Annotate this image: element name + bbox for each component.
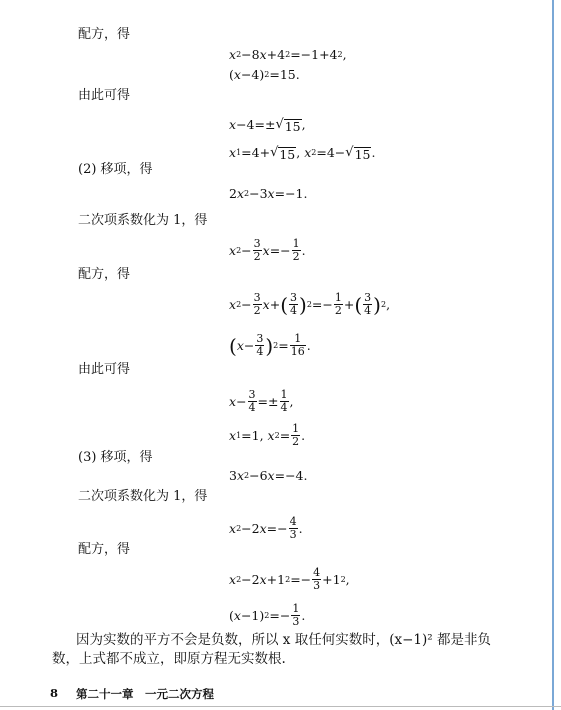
equation-2b: x 2 − $\frac{3}{2}$ x =− $\frac{1}{2}$ . — [229, 237, 306, 263]
equation-2a: 2 x 2 −3 x =−1. — [229, 186, 308, 201]
page-edge-rule — [552, 0, 554, 710]
step-label-complete-square-2: 配方，得 — [78, 267, 131, 282]
footer-rule — [0, 706, 561, 707]
page-number: 8 — [50, 686, 59, 700]
equation-2f: x 1 =1, x 2 = $\frac{1}{2}$ . — [229, 422, 306, 448]
chapter-title: 第二十一章 一元二次方程 — [76, 687, 215, 701]
step-label-coefficient-3: 二次项系数化为 1，得 — [78, 489, 208, 504]
equation-2e: x − $\frac{3}{4}$ =± $\frac{1}{4}$ , — [229, 388, 294, 414]
equation-1d: x 1 =4+ √ 15 , x 2 =4− √ 15 . — [229, 145, 376, 162]
step-label-therefore-1: 由此可得 — [78, 88, 131, 103]
step-label-therefore-2: 由此可得 — [78, 362, 131, 377]
step-label-complete-square-3: 配方，得 — [78, 542, 131, 557]
step-label-complete-square-1: 配方，得 — [78, 27, 131, 42]
equation-1b: ( x −4) 2 =15. — [229, 67, 300, 82]
conclusion-line-2: 数，上式都不成立，即原方程无实数根. — [52, 651, 286, 667]
equation-1a: x 2 −8 x +4 2 =−1+4 2 , — [229, 47, 347, 62]
equation-2d: ( x − $\frac{3}{4}$ ) 2 = $\frac{1}{16}$ . — [229, 332, 311, 358]
part-3-label: (3) 移项，得 — [78, 450, 153, 465]
equation-3c: x 2 −2 x +1 2 =− $\frac{4}{3}$ +1 2 , — [229, 566, 350, 592]
equation-3a: 3 x 2 −6 x =−4. — [229, 468, 308, 483]
conclusion-line-1: 因为实数的平方不会是负数，所以 x 取任何实数时，(x−1)² 都是非负 — [76, 632, 491, 648]
equation-1c: x −4=± √ 15 , — [229, 117, 306, 134]
step-label-coefficient-2: 二次项系数化为 1，得 — [78, 213, 208, 228]
page-footer — [50, 686, 214, 702]
equation-3d: ( x −1) 2 =− $\frac{1}{3}$ . — [229, 602, 306, 628]
equation-3b: x 2 −2 x =− $\frac{4}{3}$ . — [229, 515, 303, 541]
part-2-label: (2) 移项，得 — [78, 162, 153, 177]
equation-2c: x 2 − $\frac{3}{2}$ x + ( $\frac{3}{4}$ ) 2 =− $\frac{1}{2}$ + ( $\frac{3}{4}$ ) 2 , — [229, 291, 391, 317]
